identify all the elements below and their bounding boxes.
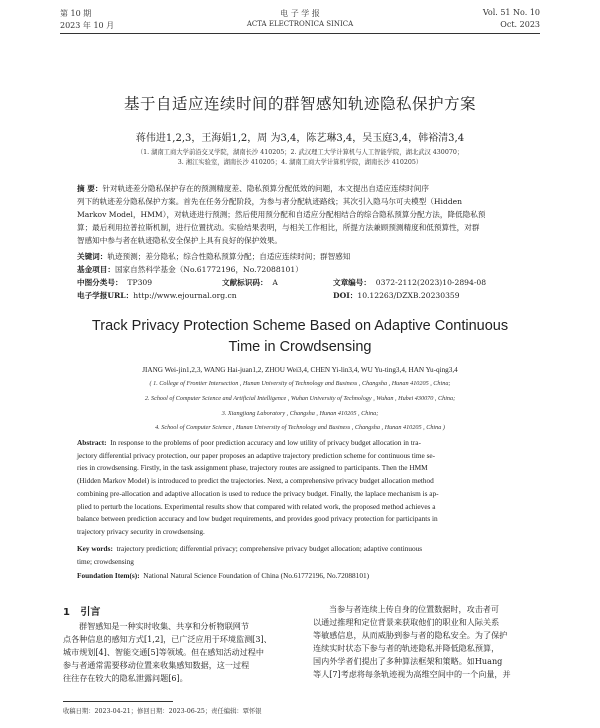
url-label: 电子学报URL： [77,291,134,300]
cn-keywords: 轨迹预测；差分隐私；综合性隐私预算分配；自适应连续时间；群智感知 [107,252,351,261]
cn-fund-label: 基金项目： [77,265,115,274]
cn-fund-row [77,263,535,276]
url-row [77,289,237,302]
cn-keywords-label: 关键词： [77,252,108,261]
body-line: 城市规划[4]、智能交通[5]等领域。但在感知活动过程中 [63,647,264,657]
en-abstract-line: (Hidden Markov Model) is introduced to predict the trajectories. Next, a comprehensive privacy budget allocation method [77,476,434,486]
en-abstract-label: Abstract: [77,438,107,447]
en-authors: JIANG Wei-jin1,2,3, WANG Hai-juan1,2, ZHOU Wei3,4, CHEN Yi-lin3,4, WU Yu-ting3,4, HAN Yu-qing3,4 [142,366,458,374]
header-issue: 第 10 期 [60,9,92,18]
header-volume: Vol. 51 No. 10 [482,8,540,17]
body-line: 等敏感信息，从而威胁到参与者的隐私安全。为了保护 [313,630,508,640]
doi-link[interactable]: 10.12263/DZXB.20230359 [357,291,460,300]
doi-row [333,289,460,302]
doc-code-row [222,276,278,289]
cn-authors: 蒋伟进1,2,3，王海娟1,2，周 为3,4，陈艺琳3,4，吴玉庭3,4，韩裕清3,4 [135,133,465,144]
body-line: 以通过推理和定位背景来获取他们的职业和人际关系 [313,617,500,627]
en-abstract-line: jectory differential privacy protection, our paper proposes an adaptive trajectory prediction scheme for continuous time se- [77,450,436,460]
header-journal-cn: 电 子 学 报 [280,9,320,18]
en-title-line: Track Privacy Protection Scheme Based on Adaptive Continuous [91,318,509,334]
section-heading [63,603,100,618]
en-keywords: time; crowdsensing [77,556,134,566]
header-date: 2023 年 10 月 [60,21,115,30]
section-number: 1 [63,607,70,618]
classification-row [77,276,152,289]
en-affiliation: 3. Xiangjiang Laboratory , Changsha , Hunan 410205 , China; [221,410,379,417]
body-line: 参与者通常需要移动位置来收集感知数据，这一过程 [63,660,250,670]
doi-label: DOI： [333,291,358,300]
body-line: 等人[7]考虑将每条轨迹视为高维空间中的一个向量，并 [313,669,511,679]
en-affiliation: ( 1. College of Frontier Intersection , Hunan University of Technology and Business , Changsha , Hunan 410205 , China; [149,380,451,387]
en-fund: National Natural Science Foundation of China (No.61772196, No.72088101) [143,571,370,580]
doc-label: 文献标识码： [222,278,268,287]
cn-keywords-row [77,250,535,263]
cls-value: TP309 [127,278,153,287]
body-right-column [313,603,549,681]
cls-label: 中图分类号： [77,278,123,287]
journal-url-link[interactable]: http://www.ejournal.org.cn [133,291,237,300]
footnote-received: 收稿日期：2023-04-21；修回日期：2023-06-25；责任编辑：覃怀银 [63,708,262,715]
en-abstract-line: trajectory privacy security in crowdsensing. [77,526,205,536]
article-no-row [333,276,486,289]
cn-affiliation-1: （1. 湖南工商大学前沿交叉学院，湖南长沙 410205；2. 武汉理工大学计算机与人工智能学院，湖北武汉 430070； [136,149,464,156]
en-abstract-line: plied to perturb the locations. Experimental results show that compared with related work, the proposed method achieves a [77,501,436,511]
cn-affiliation-2: 3. 湘江实验室，湖南长沙 410205；4. 湖南工商大学计算机学院，湖南长沙 410205） [177,159,423,166]
cn-abstract-line: 针对轨迹差分隐私保护存在的预测精度差、隐私预算分配低效的问题，本文提出自适应连续时间序 [102,184,429,193]
body-line: 国内外学者们提出了多种算法框架和策略。如Huang [313,656,503,666]
body-line: 群智感知是一种实时收集、共享和分析物联网节 [79,621,249,631]
header-month: Oct. 2023 [500,20,540,29]
cn-title: 基于自适应连续时间的群智感知轨迹隐私保护方案 [123,95,476,113]
header-rule [60,33,540,34]
en-title [0,316,600,358]
en-abstract-line: ries in crowdsensing. Firstly, in the task assignment phase, trajectory routes are assigned to participants. Then the HMM [77,463,428,473]
cn-abstract [77,182,535,247]
body-line: 往往存在较大的隐私泄露问题[6]。 [63,673,188,683]
cn-fund: 国家自然科学基金（No.61772196，No.72088101） [114,265,303,274]
body-line: 连续实时状态下参与者的轨迹隐私并降低隐私预算， [313,643,500,653]
en-keywords-row [77,543,537,568]
en-fund-label: Foundation Item(s): [77,571,140,580]
doc-value: A [272,278,278,287]
en-title-line: Time in Crowdsensing [228,339,372,355]
en-abstract-line: combining pre-allocation and adaptive allocation is used to reduce the privacy budget. Finally, the laplace mechanism is ap- [77,488,439,498]
body-line: 点各种信息的感知方式[1,2]，已广泛应用于环境监测[3]、 [63,634,272,644]
en-affiliation: 2. School of Computer Science and Artificial Intelligence , Wuhan University of Technology , Wuhan , Hubei 430070 , China; [144,395,456,402]
cn-abstract-line: 列下的轨迹差分隐私保护方案。首先在任务分配阶段，为参与者分配轨迹路线；其次引入隐马尔可夫模型（Hidden [77,197,463,206]
body-left-column [63,620,299,685]
en-keywords-label: Key words: [77,544,113,553]
en-abstract-line: balance between prediction accuracy and low budget requirements, and provides good privacy protection for participants in [77,514,438,524]
en-fund-row [77,570,537,583]
body-line: 当参与者连续上传自身的位置数据时，攻击者可 [329,604,499,614]
en-keywords: trajectory prediction; differential privacy; comprehensive privacy budget allocation; adaptive continuous [116,544,423,553]
cn-abstract-line: 算；最后利用拉普拉斯机制，进行位置扰动。实验结果表明，与相关工作相比，所提方法兼顾预测精度和低预算性，对群 [77,223,480,232]
section-title: 引言 [80,607,101,618]
art-label: 文章编号： [333,278,371,287]
cn-abstract-line: 智感知中参与者在轨迹隐私安全保护上具有良好的保护效果。 [77,236,283,245]
cn-abstract-line: Markov Model，HMM），对轨迹进行预测；然后使用预分配和自适应分配相结合的综合隐私预算分配方法，降低隐私预 [77,210,486,219]
header-journal-en: ACTA ELECTRONICA SINICA [246,20,354,28]
en-abstract-line: In response to the problems of poor prediction accuracy and low utility of privacy budget allocation in tra- [110,438,421,447]
footnote-rule [63,701,173,702]
cn-abstract-label: 摘 要： [77,184,103,193]
en-affiliation: 4. School of Computer Science , Hunan University of Technology and Business , Changsha , Hunan 410205 , China ) [155,424,445,431]
art-value: 0372-2112(2023)10-2894-08 [375,278,487,287]
en-abstract [77,437,537,539]
